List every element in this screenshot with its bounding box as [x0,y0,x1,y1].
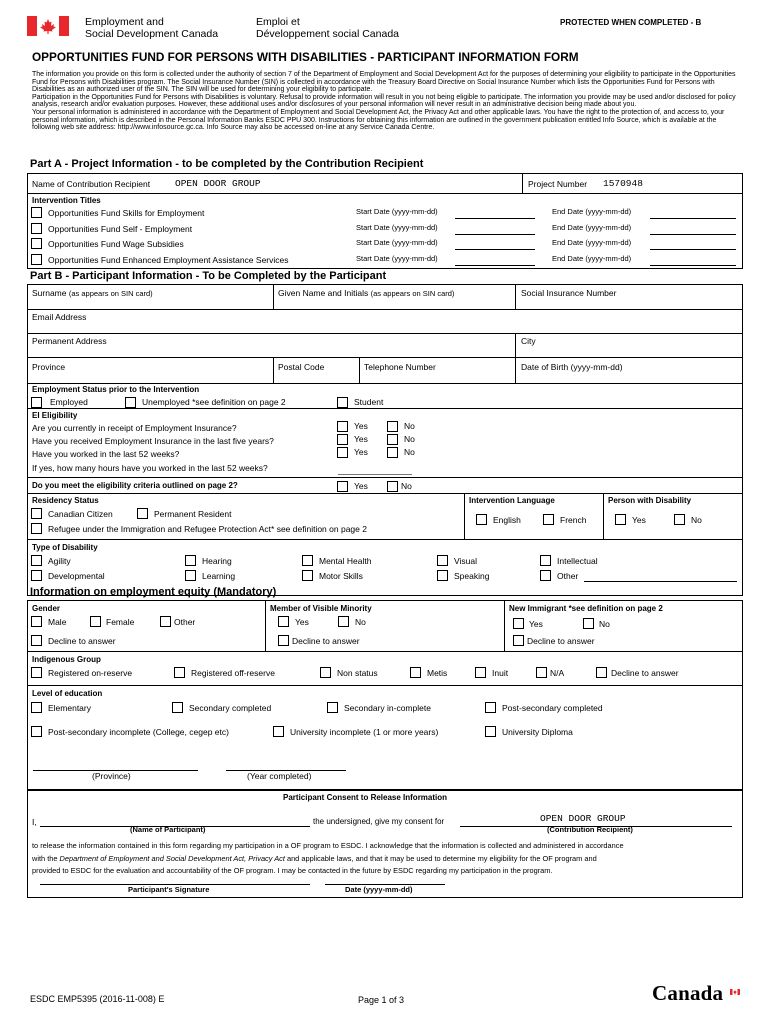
ei-q3-no-checkbox[interactable] [387,447,398,458]
participant-name-label: (Name of Participant) [130,825,206,834]
surname-label: Surname (as appears on SIN card) [32,288,153,298]
french-checkbox[interactable] [543,514,554,525]
consent-text-line-3: provided to ESDC for the evaluation and accountability of the OF program. I may be contacted in the future by ESDC regarding my participation in the program. [32,866,553,875]
secondary-incomplete-label: Secondary in-complete [344,703,431,713]
post-secondary-incomplete-label: Post-secondary incomplete (College, cegep etc) [48,727,229,737]
dept-fr-line1: Emploi et [256,16,300,28]
city-label: City [521,336,536,346]
dept-name-en [85,16,218,40]
immigrant-decline-label: Decline to answer [527,636,595,646]
unemployed-label: Unemployed *see definition on page 2 [142,397,286,407]
unemployed-checkbox[interactable] [125,397,136,408]
refugee-label: Refugee under the Immigration and Refugee Protection Act* see definition on page 2 [48,524,367,534]
minority-yes-label: Yes [295,617,309,627]
indigenous-metis-checkbox[interactable] [410,667,421,678]
indigenous-off-reserve-label: Registered off-reserve [191,668,275,678]
indigenous-title: Indigenous Group [32,655,101,664]
learning-label: Learning [202,571,236,581]
ei-eligibility-title: EI Eligibility [32,411,78,420]
canada-flag-icon [27,16,69,36]
elementary-checkbox[interactable] [31,702,42,713]
recipient-label: Name of Contribution Recipient [32,179,151,189]
start-date-label-3: Start Date (yyyy-mm-dd) [356,238,438,247]
start-date-field-4[interactable] [455,265,535,266]
equity-title: Information on employment equity (Mandatory) [30,586,277,598]
ei-question-1: Are you currently in receipt of Employment Insurance? [32,423,237,433]
indigenous-decline-label: Decline to answer [611,668,679,678]
developmental-label: Developmental [48,571,105,581]
male-checkbox[interactable] [31,616,42,627]
dept-en-line2: Social Development Canada [85,28,219,40]
education-province-label: (Province) [92,771,131,781]
criteria-yes-checkbox[interactable] [337,481,348,492]
ei-q2-no-checkbox[interactable] [387,434,398,445]
secondary-completed-label: Secondary completed [189,703,272,713]
postal-code-label: Postal Code [278,362,325,372]
university-incomplete-checkbox[interactable] [273,726,284,737]
agility-label: Agility [48,556,71,566]
intervention-checkbox-3[interactable] [31,238,42,249]
gender-decline-label: Decline to answer [48,636,116,646]
immigrant-decline-checkbox[interactable] [513,635,524,646]
canada-wordmark-text: Canada [652,981,724,1005]
other-disability-label: Other [557,571,579,581]
indigenous-inuit-checkbox[interactable] [475,667,486,678]
motor-skills-label: Motor Skills [319,571,363,581]
residency-title: Residency Status [32,496,99,505]
recipient-value[interactable]: OPEN DOOR GROUP [175,178,261,189]
start-date-label-1: Start Date (yyyy-mm-dd) [356,207,438,216]
project-number-value[interactable]: 1570948 [603,178,643,189]
ei-q1-no-label: No [404,421,415,431]
part-a-title: Part A - Project Information - to be completed by the Contribution Recipient [30,158,424,170]
canada-wordmark [652,981,723,1007]
start-date-field-2[interactable] [455,234,535,235]
signature-label: Participant's Signature [128,885,210,894]
ei-q3-yes-label: Yes [354,447,368,457]
mental-health-checkbox[interactable] [302,555,313,566]
mental-health-label: Mental Health [319,556,372,566]
permanent-resident-label: Permanent Resident [154,509,232,519]
privacy-paragraph-2: Participation in the Opportunities Fund for Persons with Disabilities is voluntary. Refusal to provide information will result in you not being eligible to participate. The information you provide may be used and/or disclosed for policy analysis, research and/or evaluation purposes. However, these additional uses and/or disclosures of your personal information will never result in an administrative decision being made about you. [32,93,736,109]
criteria-no-checkbox[interactable] [387,481,398,492]
speaking-label: Speaking [454,571,490,581]
year-completed-label: (Year completed) [247,771,312,781]
intellectual-checkbox[interactable] [540,555,551,566]
indigenous-on-reserve-checkbox[interactable] [31,667,42,678]
visual-checkbox[interactable] [437,555,448,566]
speaking-checkbox[interactable] [437,570,448,581]
dept-en-line1: Employment and [85,16,164,28]
wordmark-flag-icon [730,982,740,988]
privacy-paragraph-3: Your personal information is administered in accordance with the Department of Employment and Social Development Act, the Privacy Act and other applicable laws. You have the right to the protection of, and access to, your personal information, which is described in the Personal Information Banks ESDC PPU 300. Instructions for obtaining this information are outlined in the government publication entitled Info Source, which is available at the following web site address: http://www.infosource.gc.ca. Info Source may also be accessed on-line at any Service Canada Centre. [32,108,725,132]
university-diploma-label: University Diploma [502,727,573,737]
end-date-label-1: End Date (yyyy-mm-dd) [552,207,632,216]
minority-no-checkbox[interactable] [338,616,349,627]
consent-i: I, [32,817,37,827]
minority-decline-checkbox[interactable] [278,635,289,646]
employment-status-title: Employment Status prior to the Intervention [32,385,200,394]
learning-checkbox[interactable] [185,570,196,581]
gender-title: Gender [32,604,61,613]
form-title: OPPORTUNITIES FUND FOR PERSONS WITH DISABILITIES - PARTICIPANT INFORMATION FORM [32,50,579,64]
hearing-checkbox[interactable] [185,555,196,566]
english-label: English [493,515,521,525]
end-date-field-3[interactable] [650,249,736,250]
start-date-label-2: Start Date (yyyy-mm-dd) [356,223,438,232]
ei-q1-no-checkbox[interactable] [387,421,398,432]
given-name-label: Given Name and Initials (as appears on SIN card) [278,288,455,298]
consent-title: Participant Consent to Release Information [283,793,448,802]
other-disability-field[interactable] [584,581,737,582]
dept-name-fr [256,16,399,40]
part-b-title: Part B - Participant Information - To be Completed by the Participant [30,270,387,282]
indigenous-na-checkbox[interactable] [536,667,547,678]
female-label: Female [106,617,135,627]
contribution-recipient-label: (Contribution Recipient) [547,825,633,834]
start-date-label-4: Start Date (yyyy-mm-dd) [356,254,438,263]
protected-label: PROTECTED WHEN COMPLETED - B [560,18,702,27]
indigenous-decline-checkbox[interactable] [596,667,607,678]
indigenous-non-status-label: Non status [337,668,378,678]
pwd-no-label: No [691,515,702,525]
end-date-field-4[interactable] [650,265,736,266]
employed-checkbox[interactable] [31,397,42,408]
dob-label: Date of Birth (yyyy-mm-dd) [521,362,623,372]
canadian-citizen-checkbox[interactable] [31,508,42,519]
intellectual-label: Intellectual [557,556,598,566]
developmental-checkbox[interactable] [31,570,42,581]
intervention-titles-label: Intervention Titles [32,196,101,205]
university-incomplete-label: University incomplete (1 or more years) [290,727,439,737]
ei-q2-yes-checkbox[interactable] [337,434,348,445]
pwd-no-checkbox[interactable] [674,514,685,525]
post-secondary-completed-label: Post-secondary completed [502,703,603,713]
secondary-completed-checkbox[interactable] [172,702,183,713]
employed-label: Employed [50,397,88,407]
other-gender-label: Other [174,617,196,627]
language-title: Intervention Language [469,496,555,505]
canadian-citizen-label: Canadian Citizen [48,509,113,519]
ei-q3-no-label: No [404,447,415,457]
intervention-checkbox-1[interactable] [31,207,42,218]
other-gender-checkbox[interactable] [160,616,171,627]
secondary-incomplete-checkbox[interactable] [327,702,338,713]
minority-no-label: No [355,617,366,627]
ei-q1-yes-label: Yes [354,421,368,431]
end-date-field-2[interactable] [650,234,736,235]
intervention-label-2: Opportunities Fund Self - Employment [48,224,193,234]
end-date-field-1[interactable] [650,218,736,219]
permanent-resident-checkbox[interactable] [137,508,148,519]
province-label: Province [32,362,66,372]
consent-text-line-2: with the Department of Employment and Social Development Act, Privacy Act and applicable laws, and that it may be used to determine my eligibility for the OF program and [32,853,597,863]
visual-label: Visual [454,556,477,566]
intervention-label-1: Opportunities Fund Skills for Employment [48,208,205,218]
student-label: Student [354,397,384,407]
hearing-label: Hearing [202,556,232,566]
ei-q2-no-label: No [404,434,415,444]
french-label: French [560,515,587,525]
privacy-paragraph-1: The information you provide on this form is collected under the authority of section 7 of the Department of Employment and Social Development Act for the purposes of determining your eligibility to participate in the Opportunities Fund for Persons with Disabilities program. The Social Insurance Number (SIN) is collected in accordance with the Treasury Board Directive on Social Insurance Number which lists the Opportunities Fund for Persons with Disabilities as an authorized user of the SIN. The SIN will be used for determining your eligibility to participate. [32,71,736,94]
ei-question-4: If yes, how many hours have you worked in the last 52 weeks? [32,463,268,473]
pwd-title: Person with Disability [608,496,692,505]
sin-label: Social Insurance Number [521,288,617,298]
telephone-label: Telephone Number [364,362,436,372]
immigrant-yes-label: Yes [529,619,543,629]
address-label: Permanent Address [32,336,107,346]
page-number: Page 1 of 3 [358,995,405,1005]
start-date-field-1[interactable] [455,218,535,219]
project-number-label: Project Number [528,179,588,189]
minority-decline-label: Decline to answer [292,636,360,646]
consent-recipient-value[interactable]: OPEN DOOR GROUP [540,813,626,824]
consent-text-line-1: to release the information contained in this form regarding my participation in a OF program to ESDC. I acknowledge that the information is collected and administered in accordance [32,841,624,850]
indigenous-non-status-checkbox[interactable] [320,667,331,678]
other-disability-checkbox[interactable] [540,570,551,581]
pwd-yes-label: Yes [632,515,646,525]
hours-worked-field[interactable] [338,474,412,475]
consent-undersigned: the undersigned, give my consent for [313,817,445,826]
intervention-label-3: Opportunities Fund Wage Subsidies [48,239,184,249]
end-date-label-2: End Date (yyyy-mm-dd) [552,223,632,232]
gender-decline-checkbox[interactable] [31,635,42,646]
indigenous-na-label: N/A [550,668,565,678]
immigrant-yes-checkbox[interactable] [513,618,524,629]
equity-box [27,600,743,790]
intervention-checkbox-4[interactable] [31,254,42,265]
ei-q1-yes-checkbox[interactable] [337,421,348,432]
university-diploma-checkbox[interactable] [485,726,496,737]
agility-checkbox[interactable] [31,555,42,566]
minority-title: Member of Visible Minority [270,604,372,613]
consent-text [32,840,738,878]
education-title: Level of education [32,689,103,698]
criteria-yes-label: Yes [354,481,368,491]
elementary-label: Elementary [48,703,91,713]
female-checkbox[interactable] [90,616,101,627]
immigrant-no-label: No [599,619,610,629]
ei-q3-yes-checkbox[interactable] [337,447,348,458]
post-secondary-incomplete-checkbox[interactable] [31,726,42,737]
ei-question-2: Have you received Employment Insurance in the last five years? [32,436,274,446]
intervention-label-4: Opportunities Fund Enhanced Employment Assistance Services [48,255,289,265]
indigenous-on-reserve-label: Registered on-reserve [48,668,133,678]
ei-question-3: Have you worked in the last 52 weeks? [32,449,180,459]
dept-fr-line2: Développement social Canada [256,28,400,40]
immigrant-title: New Immigrant *see definition on page 2 [509,604,663,613]
disability-type-title: Type of Disability [32,543,98,552]
motor-skills-checkbox[interactable] [302,570,313,581]
criteria-question: Do you meet the eligibility criteria outlined on page 2? [32,481,238,490]
post-secondary-completed-checkbox[interactable] [485,702,496,713]
privacy-notice [32,71,739,132]
english-checkbox[interactable] [476,514,487,525]
form-id: ESDC EMP5395 (2016-11-008) E [30,994,165,1004]
pwd-yes-checkbox[interactable] [615,514,626,525]
minority-yes-checkbox[interactable] [278,616,289,627]
immigrant-no-checkbox[interactable] [583,618,594,629]
end-date-label-3: End Date (yyyy-mm-dd) [552,238,632,247]
consent-date-label: Date (yyyy-mm-dd) [345,885,413,894]
student-checkbox[interactable] [337,397,348,408]
criteria-no-label: No [401,481,412,491]
start-date-field-3[interactable] [455,249,535,250]
indigenous-off-reserve-checkbox[interactable] [174,667,185,678]
email-label: Email Address [32,312,87,322]
indigenous-inuit-label: Inuit [492,668,509,678]
refugee-checkbox[interactable] [31,523,42,534]
male-label: Male [48,617,67,627]
intervention-checkbox-2[interactable] [31,223,42,234]
ei-q2-yes-label: Yes [354,434,368,444]
indigenous-metis-label: Metis [427,668,448,678]
end-date-label-4: End Date (yyyy-mm-dd) [552,254,632,263]
